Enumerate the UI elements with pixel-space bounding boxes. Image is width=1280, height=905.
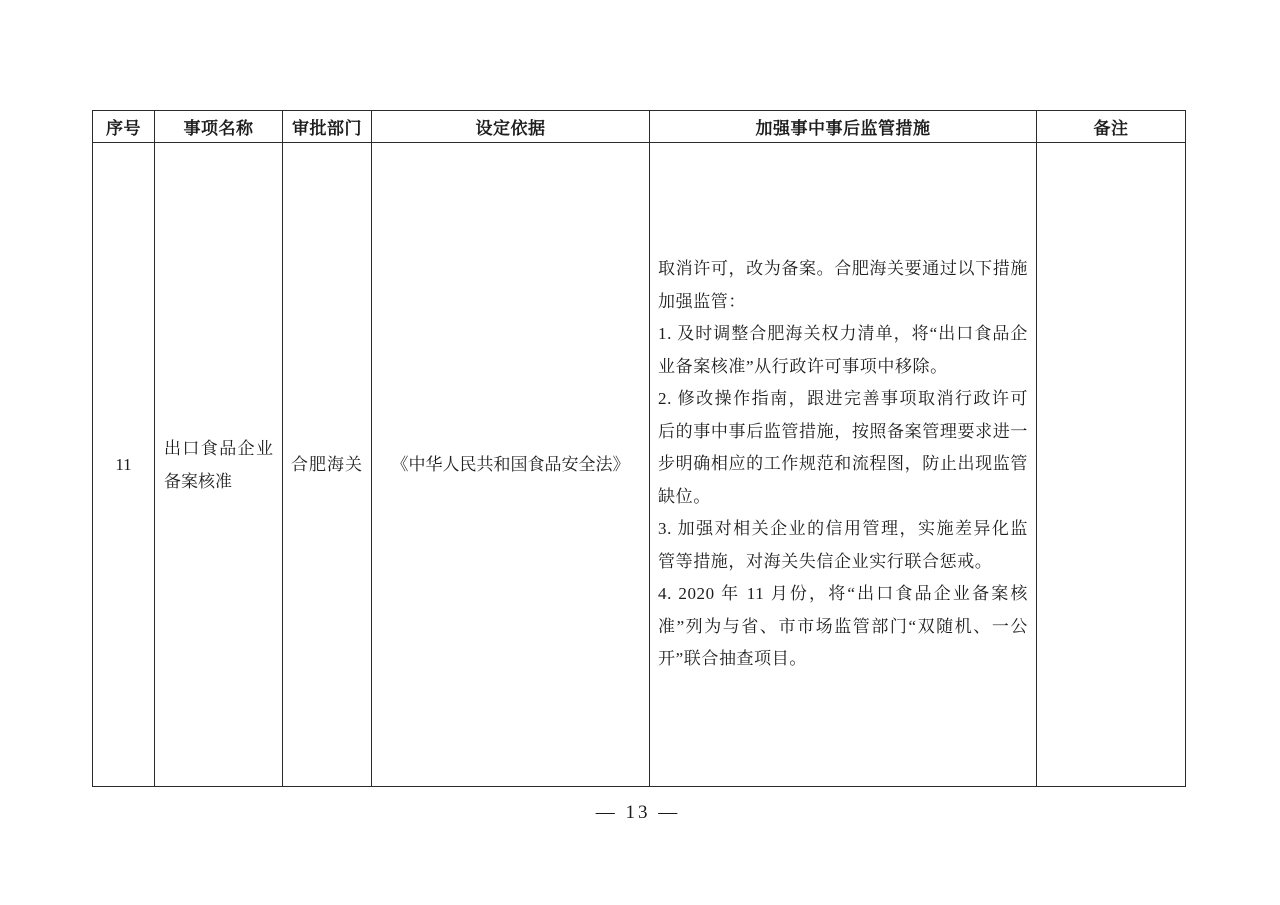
cell-setting-basis: 《中华人民共和国食品安全法》 — [372, 143, 650, 787]
column-header-remarks: 备注 — [1037, 111, 1186, 143]
measure-paragraph-2: 2. 修改操作指南，跟进完善事项取消行政许可后的事中事后监管措施，按照备案管理要求进一步明确相应的工作规范和流程图，防止出现监管缺位。 — [658, 389, 1028, 506]
cell-index: 11 — [93, 143, 155, 787]
table-header-row — [93, 111, 1186, 143]
measure-paragraph-1: 1. 及时调整合肥海关权力清单，将“出口食品企业备案核准”从行政许可事项中移除。 — [658, 324, 1028, 376]
column-header-supervision-measures: 加强事中事后监管措施 — [650, 111, 1037, 143]
column-header-approval-department: 审批部门 — [283, 111, 372, 143]
column-header-item-name: 事项名称 — [155, 111, 283, 143]
table-row — [93, 143, 1186, 787]
cell-supervision-measures — [650, 143, 1037, 787]
cell-item-name: 出口食品企业备案核准 — [155, 143, 283, 787]
cell-approval-department: 合肥海关 — [283, 143, 372, 787]
measure-paragraph-3: 3. 加强对相关企业的信用管理，实施差异化监管等措施，对海关失信企业实行联合惩戒。 — [658, 519, 1028, 571]
measure-paragraph-intro: 取消许可，改为备案。合肥海关要通过以下措施加强监管： — [658, 259, 1028, 311]
column-header-setting-basis: 设定依据 — [372, 111, 650, 143]
regulation-table — [92, 110, 1186, 787]
column-header-index: 序号 — [93, 111, 155, 143]
page-number: — 13 — — [595, 802, 681, 823]
cell-remarks — [1037, 143, 1186, 787]
measure-paragraph-4: 4. 2020 年 11 月份，将“出口食品企业备案核准”列为与省、市市场监管部门“双随机、一公开”联合抽查项目。 — [658, 584, 1028, 669]
